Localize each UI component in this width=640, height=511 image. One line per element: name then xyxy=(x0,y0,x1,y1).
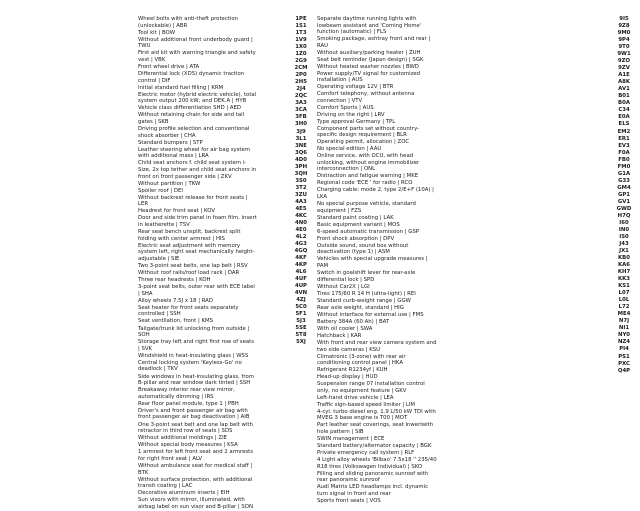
equipment-description: Power supply/TV signal for customized installation | AUS xyxy=(317,70,421,84)
option-code: 9I5 xyxy=(619,16,629,22)
option-code: 4KP xyxy=(295,262,307,269)
option-code: 4KF xyxy=(295,255,307,262)
equipment-description: Climatronic (3-zone) with rear air conditioning control panel | HKA xyxy=(317,353,406,367)
equipment-description: Smoking package, ashtray front and rear | RAU xyxy=(317,36,431,49)
option-code: ER1 xyxy=(618,135,630,142)
equipment-description: Without auxiliary/parking heater | ZUH Seat belt reminder (Japan design) | SGK xyxy=(317,49,424,63)
option-code: PS1 xyxy=(618,353,630,360)
option-code: 1PE xyxy=(295,16,307,22)
option-code: 9T0 xyxy=(618,44,630,51)
option-code: 4ZJ xyxy=(296,297,306,304)
equipment-description: Without additional moldings | ZIE xyxy=(138,435,228,442)
option-code: A8K xyxy=(618,79,630,86)
option-code: I60 xyxy=(619,219,629,226)
equipment-description: Without roof rails/roof load rack | DAR xyxy=(138,270,240,277)
equipment-description: No special purpose vehicle, standard equipment | FZS xyxy=(317,200,416,214)
equipment-description: Sun visors with mirror, illuminated, with airbag label on sun visor and B-pillar | SON xyxy=(138,497,254,510)
equipment-description: Comfort telephony, without antenna connection | VTV xyxy=(317,91,415,104)
option-code: 4E5 xyxy=(295,205,307,212)
equipment-description: 6-speed automatic transmission | GSP xyxy=(317,228,419,235)
option-code: PXC xyxy=(618,360,630,367)
column-2-descriptions xyxy=(317,16,477,505)
equipment-description: Differential lock (XDS) dynamic traction control | DIF xyxy=(138,71,245,84)
equipment-description: 1 armrest for left front seat and 2 armrests for right front seat | ALV xyxy=(138,449,254,462)
equipment-description: Switch in goalshift lever for rear-axle differential lock | SPD xyxy=(317,270,416,283)
option-code: 1X0 xyxy=(295,44,307,51)
equipment-description: Standard paint coating | LAK xyxy=(317,214,394,221)
option-code: 9ZV xyxy=(618,65,630,72)
option-code: L0L xyxy=(618,297,630,304)
equipment-description: Driver's and front passenger air bag with front passenger air bag deactivation | AIB xyxy=(138,407,250,421)
option-code: 2G9 xyxy=(295,58,307,65)
equipment-description: Vehicle class differentiation SHD | AED xyxy=(138,105,242,112)
option-code: KA6 xyxy=(618,262,630,269)
equipment-description: Door and side trim panel in foam film, insert in leatherette | TSV xyxy=(138,215,257,229)
option-code: GP1 xyxy=(617,191,631,198)
equipment-description: Initial standard fuel filling | KRM xyxy=(138,84,224,91)
option-code: B0A xyxy=(618,100,630,107)
equipment-description: Electric seat adjustment with memory system left, right seat mechanically height- adjustable | SIE xyxy=(138,242,255,262)
option-code: EM2 xyxy=(617,128,631,135)
equipment-description: Head-up display | HUD xyxy=(317,374,378,381)
equipment-description: Without interface for external use | FMS xyxy=(317,311,424,318)
option-code: KB0 xyxy=(618,255,630,262)
option-code: H7Q xyxy=(617,212,631,219)
equipment-description: Without partition | TKW xyxy=(138,180,201,187)
equipment-description: Front wheel drive | ATA xyxy=(138,64,200,70)
option-code: ELS xyxy=(618,121,630,128)
option-code: 4GQ xyxy=(294,248,308,255)
option-code: PI4 xyxy=(619,346,629,353)
option-code: B01 xyxy=(618,93,630,100)
option-code: C34 xyxy=(618,107,630,114)
equipment-description: Hatchback | KAR xyxy=(317,332,362,339)
option-code: AV1 xyxy=(618,86,630,93)
equipment-description: Refrigerant R1234yf | KUH xyxy=(317,367,388,374)
option-code: 3CA xyxy=(295,107,307,114)
option-code: 4E0 xyxy=(295,226,307,233)
option-code: 4VN xyxy=(294,290,308,297)
option-code: 3FB xyxy=(295,114,307,121)
option-code: 1S1 xyxy=(295,23,307,30)
option-code: L72 xyxy=(618,304,630,311)
equipment-description: Electric motor (hybrid electric vehicle), total system output 200 kW, and DEK.A | HYB xyxy=(138,91,257,105)
option-code: G33 xyxy=(618,177,630,184)
equipment-description: Filling and sliding panoramic sunroof with rear panoramic sunroof xyxy=(317,470,429,484)
equipment-description: Private emergency call system | RLF xyxy=(317,450,415,457)
equipment-description: First aid kit with warning triangle and safety vest | VBK xyxy=(138,50,256,63)
option-code: 5C0 xyxy=(295,304,307,311)
equipment-description: Without Car2X | LGI xyxy=(317,283,370,290)
equipment-description: Driving profile selection and conventional shock absorber | CHA xyxy=(138,126,250,139)
equipment-description: Without retaining chain for side and tail gates | SKB xyxy=(138,112,245,126)
equipment-description: Standard battery/alternator capacity | BGK xyxy=(317,443,432,449)
equipment-description: Tires 175/60 R 14 H (ultra-light) | REI xyxy=(317,290,416,297)
option-code: 4A3 xyxy=(295,198,307,205)
equipment-description: 4 Light alloy wheels 'Bilbao' 7.5x18 '' 235/40 R18 tires (Volkswagen Individual) | SKO xyxy=(317,457,437,470)
option-code: 4UP xyxy=(295,283,307,290)
equipment-description: With oil cooler | SWA xyxy=(317,325,373,332)
option-code: F0A xyxy=(618,149,630,156)
option-code: L07 xyxy=(618,290,630,297)
option-code: ME4 xyxy=(617,311,631,318)
option-code: 9P4 xyxy=(618,37,630,44)
option-code: A1E xyxy=(618,72,630,79)
equipment-description: Type approval Germany | TPL xyxy=(317,118,396,125)
option-code: 3L1 xyxy=(295,135,307,142)
equipment-description: Battery 384A (60 Ah) | BAT xyxy=(317,318,390,325)
option-code: 5J3 xyxy=(296,318,306,325)
equipment-description: No special edition | AAU Online service, with OCU, with head unlocking, without engine immobilizer interconnection | ONL xyxy=(317,146,420,173)
equipment-description: Operating voltage 12V | BTR xyxy=(317,84,394,91)
equipment-description: Standard bumpers | STP xyxy=(138,139,203,146)
equipment-description: Three rear headrests | KOH xyxy=(138,277,211,284)
equipment-description: Without heated washer nozzles | BWD xyxy=(317,63,419,70)
option-code: N7J xyxy=(618,318,630,325)
option-code: G1A xyxy=(617,170,631,177)
column-1-descriptions xyxy=(138,16,288,511)
equipment-description: Breakaway interior rear view mirror, automatically dimming | IRS xyxy=(138,387,235,400)
equipment-description: Seat ventilation, front | KMS xyxy=(138,318,213,325)
option-code: GM4 xyxy=(617,184,631,191)
equipment-description: Tool kit | BOW xyxy=(138,29,176,36)
equipment-description: Operating permit, allocation | ZOC xyxy=(317,139,410,146)
equipment-description: Vehicles with special upgrade measures | PAM xyxy=(317,256,428,270)
option-code: IN0 xyxy=(618,226,630,233)
option-code: GWD xyxy=(616,205,632,212)
option-code: 1T3 xyxy=(295,30,307,37)
equipment-description: Suspension range 07 installation control only, no equipment feature | GKV xyxy=(317,381,425,394)
option-code: 2CM xyxy=(294,65,308,72)
equipment-description: Without ambulance seat for medical staff | BTK xyxy=(138,462,253,476)
option-code: NZ4 xyxy=(617,339,631,346)
option-code: 4G3 xyxy=(295,241,307,247)
equipment-description: Decorative aluminum inserts | EIH xyxy=(138,490,230,497)
option-code: FB0 xyxy=(618,156,630,163)
equipment-description: Spoiler roof | DEI xyxy=(138,187,183,194)
option-code: 4UF xyxy=(295,276,307,283)
equipment-description: Regional code 'ECE ' for radio | RCO xyxy=(317,180,413,187)
equipment-description: Windshield in heat-insulating glass | WSS xyxy=(138,352,249,359)
equipment-description: 4-cyl. turbo diesel eng. 1.9 L/50 kW TDI with MVEG 3 base engine is T00 | MOT xyxy=(317,408,436,422)
option-code: 5SE xyxy=(295,325,307,332)
equipment-description: Rear floor panel module, type 1 | PBH xyxy=(138,400,239,407)
option-code: 3H0 xyxy=(295,121,307,128)
option-code: 3ZU xyxy=(295,191,307,198)
option-code: KK3 xyxy=(618,276,630,283)
option-code: IS0 xyxy=(619,233,629,240)
option-code: 9Z8 xyxy=(618,23,630,30)
option-code: GV1 xyxy=(617,198,631,205)
equipment-description: Left-hand drive vehicle | LEA Traffic sign-based speed limiter | LIM xyxy=(317,395,416,408)
equipment-description: One 3-point seat belt and one lap belt with retractor in third row of seats | SDS xyxy=(138,421,253,435)
equipment-description: 3-point seat belts, outer rear with ECE label | SHA xyxy=(138,284,255,297)
option-code: 4N0 xyxy=(295,219,307,226)
equipment-description: With front and rear view camera system and two side cameras | KSU xyxy=(317,339,437,353)
column-3-codes xyxy=(612,16,636,375)
column-2-codes xyxy=(289,16,313,346)
equipment-description: Audi Matrix LED headlamps incl. dynamic turn signal in front and rear Sports front seats | VOS xyxy=(317,484,429,504)
option-code: 3Q6 xyxy=(295,149,307,156)
option-code: 5XJ xyxy=(296,339,306,346)
equipment-description: Standard curb-weight range | GGW xyxy=(317,297,411,304)
option-code: 3J9 xyxy=(296,128,306,135)
option-code: 2QC xyxy=(294,93,308,100)
option-code: 1V9 xyxy=(295,37,307,44)
equipment-description: Without additional front underbody guard | TWU xyxy=(138,36,253,50)
equipment-description: Comfort Sports | AUS Driving on the right | LRV xyxy=(317,104,385,118)
equipment-description: Wheel bolts with anti-theft protection (unlockable) | ABR xyxy=(138,16,239,29)
equipment-description: SWIN management | ECE xyxy=(317,435,385,442)
equipment-description: Headrest for front seat | KOV xyxy=(138,208,215,215)
option-code: 2H5 xyxy=(295,79,307,86)
equipment-description: Storage tray left and right first row of seats | SVK xyxy=(138,339,255,352)
equipment-description: Outside sound, sound box without deactivation (type 1) | ASM xyxy=(317,242,409,256)
option-code: 9W1 xyxy=(617,51,631,58)
equipment-description: Child seat anchors f. child seat system i- Size, 2x top tether and child seat anchors in front on front passenger side | ZKV xyxy=(138,160,257,180)
option-code: 3A3 xyxy=(295,100,307,107)
option-code: JX1 xyxy=(619,248,629,255)
option-code: 1Z0 xyxy=(295,51,307,58)
equipment-description: Charging cable: mode 2, type 2/E+F (10A) | LKA xyxy=(317,187,434,200)
option-code: 4KC xyxy=(295,212,307,219)
equipment-description: Alloy wheels 7.5J x 18 | RAD xyxy=(138,297,213,304)
option-code: FM0 xyxy=(617,163,631,170)
equipment-description: Two 3-point seat belts, one lap belt | RSV xyxy=(138,263,248,270)
equipment-description: Seat heater for front seats separately controlled | SSH xyxy=(138,304,239,318)
option-code: 3S0 xyxy=(295,177,307,184)
equipment-description: Rear seat bench unsplit, backrest split folding with center armrest | HIS xyxy=(138,229,241,242)
equipment-description: Leather steering wheel for air bag system with additional mass | LRA xyxy=(138,146,251,160)
option-code: 5T8 xyxy=(295,332,307,339)
option-code: 3PH xyxy=(294,163,308,170)
option-code: Q4P xyxy=(617,367,631,374)
option-code: 3T2 xyxy=(295,184,307,191)
option-code: 9ZO xyxy=(617,58,631,65)
option-code: EV3 xyxy=(618,142,630,149)
option-code: 5F1 xyxy=(295,311,307,318)
option-code: NI1 xyxy=(618,325,630,332)
equipment-description: Part leather seat coverings, seat inwerlwith hole pattern | SIB xyxy=(317,422,434,435)
equipment-description: Side windows in heat-insulating glass, from B-pillar and rear window dark tinted | SSH xyxy=(138,373,254,387)
equipment-description: Front shock absorption | DPV xyxy=(317,235,395,242)
option-code: 2J4 xyxy=(296,86,306,93)
equipment-description: Tailgate/trunk lid unlocking from outside | SOH xyxy=(138,325,250,339)
option-code: 9M0 xyxy=(617,30,631,37)
equipment-description: Component parts set without country- specific design requirement | BLR xyxy=(317,125,420,139)
option-code: 4L2 xyxy=(295,233,307,240)
equipment-description: Separate daytime running lights with lowbeam assistant and 'Coming Home' function (automatic) | FLS xyxy=(317,16,422,36)
option-code: NY0 xyxy=(617,332,631,339)
option-code: 3NE xyxy=(295,142,307,149)
equipment-description: Central locking system 'Keyless-Go' no deadlock | TKV xyxy=(138,359,242,373)
equipment-description: Without special body measures | KSA xyxy=(138,442,238,449)
option-code: 2P0 xyxy=(295,72,307,79)
equipment-description: Basic equipment variant | MOS xyxy=(317,221,400,228)
equipment-description: Distraction and fatigue warning | MKE xyxy=(317,173,419,180)
option-code: 3QH xyxy=(294,170,308,177)
option-code: 4L6 xyxy=(295,269,307,276)
equipment-description: Without backrest release for front seats | LER xyxy=(138,194,248,208)
option-code: E0A xyxy=(618,114,630,121)
equipment-description: Rear axle weight, standard | HIG xyxy=(317,304,404,311)
option-code: 4D0 xyxy=(295,156,307,163)
option-code: J43 xyxy=(619,241,629,247)
option-code: KS1 xyxy=(618,283,630,290)
option-code: KH7 xyxy=(617,269,631,276)
equipment-description: Without surface protection, with additional transit coating | LAC xyxy=(138,476,253,490)
